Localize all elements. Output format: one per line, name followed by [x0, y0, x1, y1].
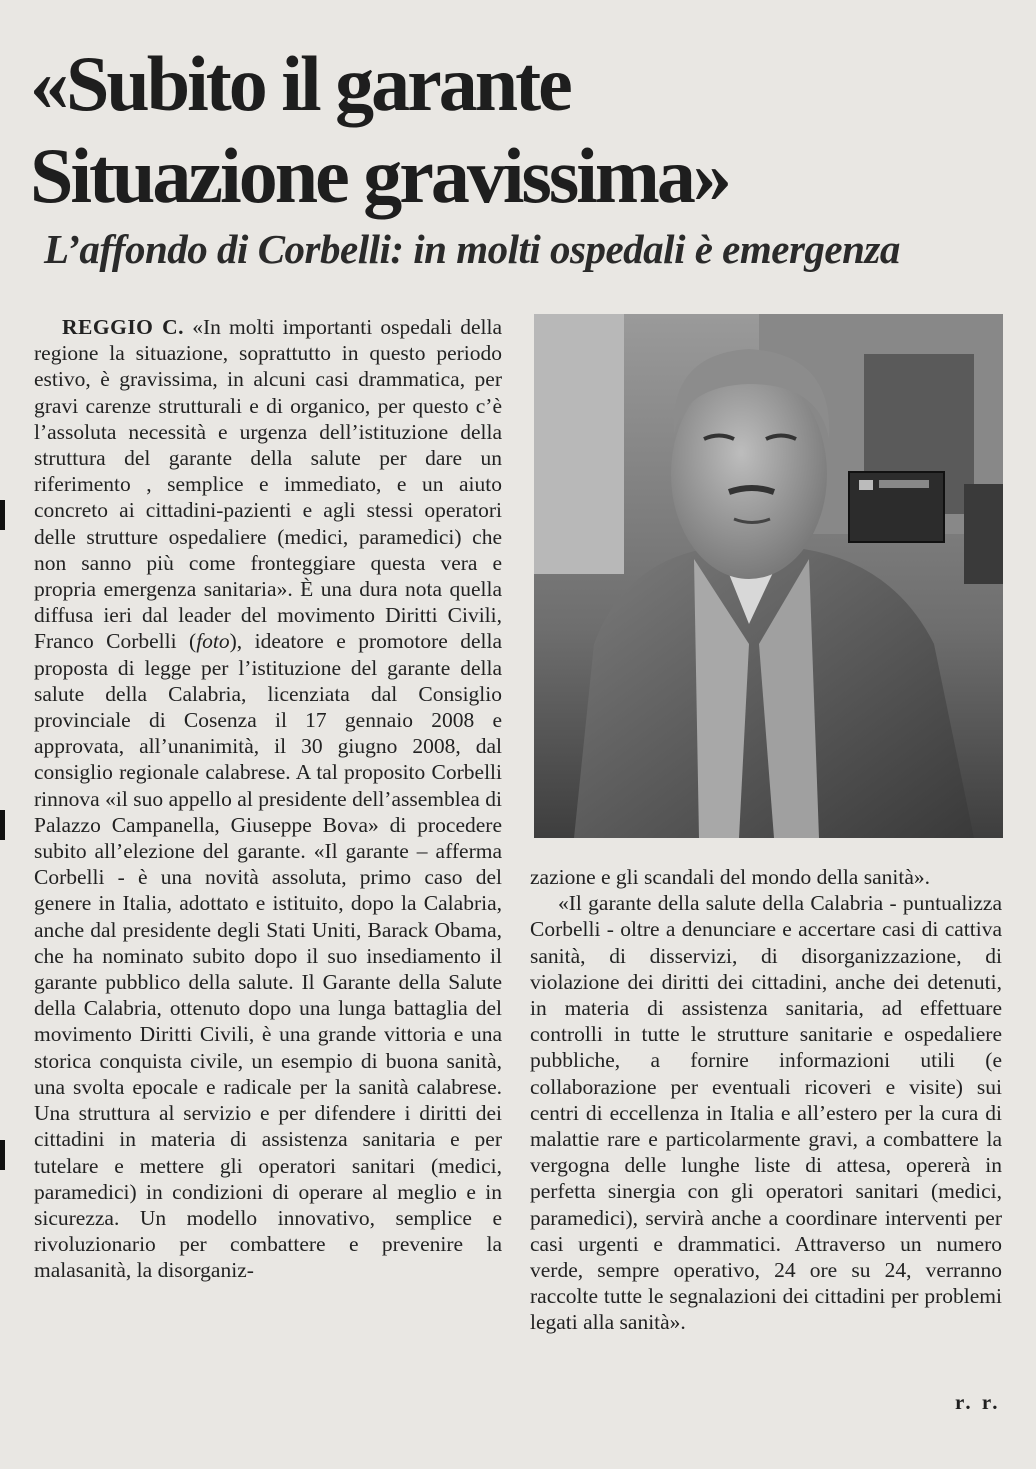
subheadline: L’affondo di Corbelli: in molti ospedali è emergenza	[44, 226, 900, 272]
paragraph-1-lead: «In molti importanti ospedali della regione la situazione, soprattutto in questo periodo estivo, è gravissima, in alcuni casi drammatica, per gravi carenze strutturali e di organico, per questo c’è l’assoluta necessità e urgenza dell’istituzione della struttura del garante della salute per dare un riferimento , semplice e immediato, e un aiuto concreto ai cittadini-pazienti e agli stessi operatori delle strutture ospedaliere (medici, paramedici) che non sanno più come fronteggiare questa vera e propria emergenza sanitaria». È una dura nota quella diffusa ieri dal leader del movimento Diritti Civili, Franco Corbelli (	[34, 315, 502, 654]
headline-line-1: «Subito il garante	[30, 40, 570, 127]
photo-reference: foto	[196, 629, 230, 654]
headline-line-2: Situazione gravissima»	[30, 132, 729, 219]
portrait-photo	[534, 314, 1003, 838]
article-column-left	[34, 314, 502, 1284]
article-paragraph-2: «Il garante della salute della Calabria - puntualizza Corbelli - oltre a denunciare e accertare casi di cattiva sanità, di disservizi, di disorganizzazione, di violazione dei diritti dei cittadini, anche dei detenuti, in materia di assistenza sanitaria, ad effettuare controlli in tutte le strutture sanitarie e ospedaliere pubbliche, a fornire informazioni utili (e collaborazione per eventuali ricoveri e visite) sui centri di eccellenza in Italia e all’estero per la cura di malattie rare e particolarmente gravi, a combattere la vergogna delle lunghe liste di attesa, opererà in perfetta sinergia con gli operatori sanitari (medici, paramedici), servirà anche a coordinare interventi per casi urgenti e drammatici. Attraverso un numero verde, sempre operativo, 24 ore su 24, verranno raccolte tutte le segnalazioni dei cittadini per problemi legati alla sanità».	[530, 891, 1002, 1335]
paragraph-1-rest: ), ideatore e promotore della proposta di legge per l’istituzione del garante della salute della Calabria, licenziata dal Consiglio provinciale di Cosenza il 17 gennaio 2008 e approvata, all’unanimità, il 30 giugno 2008, dal consiglio regionale calabrese. A tal proposito Corbelli rinnova «il suo appello al presidente dell’assemblea di Palazzo Campanella, Giuseppe Bova» di procedere subito all’elezione del garante. «Il garante – afferma Corbelli - è una novità assoluta, primo caso del genere in Italia, adottato e istituito, dopo la Calabria, anche dal presidente degli Stati Uniti, Barack Obama, che ha nominato subito dopo il suo insediamento il garante pubblico della salute. Il Garante della Salute della Calabria, ottenuto dopo una lunga battaglia del movimento Diritti Civili, è una grande vittoria e una storica conquista civile, un esempio di buona sanità, una svolta epocale e radicale per la sanità calabrese. Una struttura al servizio e per difendere i diritti dei cittadini in materia di assistenza sanitaria e per tutelare e mettere gli operatori sanitari (medici, paramedici) in condizioni di operare al meglio e in sicurezza. Un modello innovativo, semplice e rivoluzionario per combattere e prevenire la malasanità, la disorganiz-	[34, 629, 503, 1283]
edge-mark	[0, 810, 5, 840]
edge-mark	[0, 500, 5, 530]
headline	[30, 38, 1020, 222]
portrait-photo-image	[534, 314, 1003, 838]
dateline: REGGIO C.	[62, 315, 184, 339]
edge-mark	[0, 1140, 5, 1170]
article-column-right	[530, 864, 1002, 1336]
paragraph-1-continued: zazione e gli scandali del mondo della sanità».	[530, 865, 930, 889]
author-signature: r. r.	[955, 1390, 1001, 1414]
article-paragraph-1	[34, 314, 502, 1284]
